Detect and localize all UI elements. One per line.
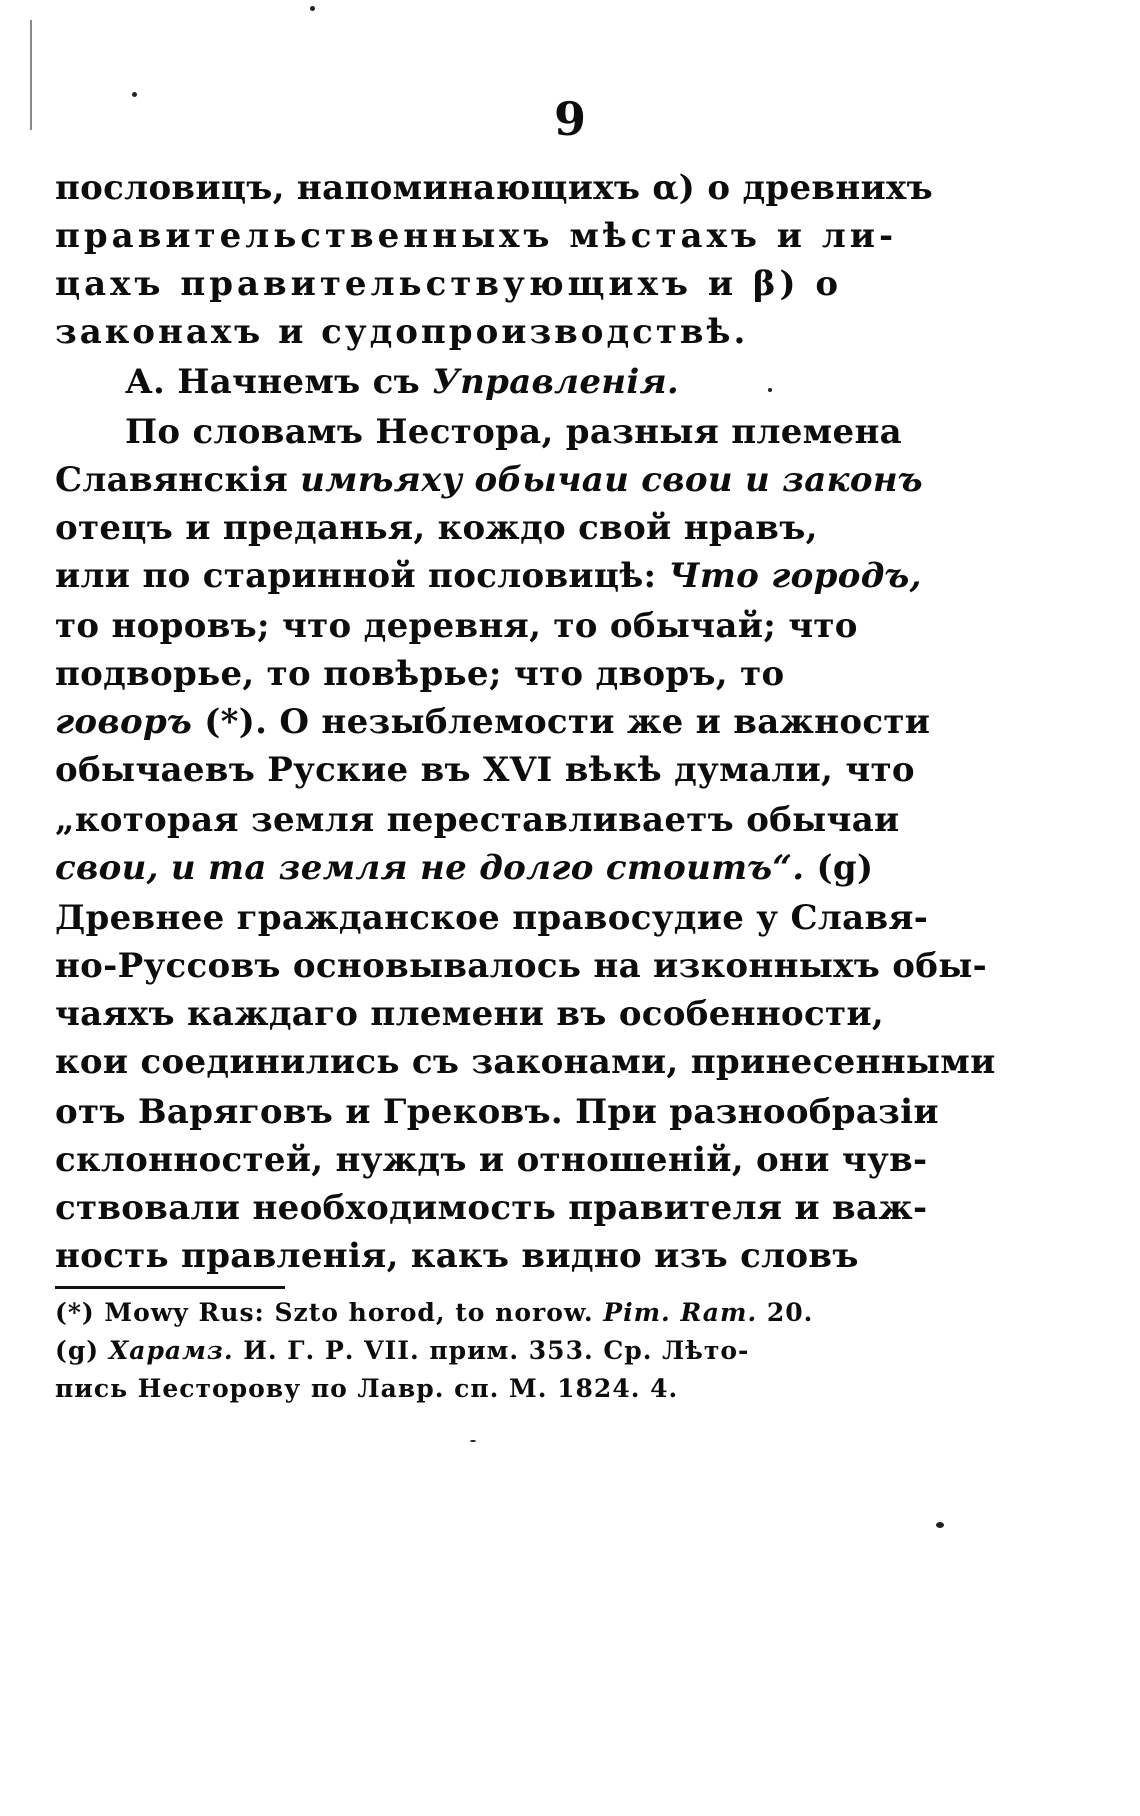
text-line-19: кои соединились съ законами, принесенными bbox=[55, 1042, 996, 1082]
footnote-g-text: И. Г. Р. VII. прим. 353. Ср. Лѣто- bbox=[233, 1336, 750, 1365]
text-line-15b: (g) bbox=[804, 848, 874, 888]
ink-speck bbox=[310, 6, 315, 11]
footnote-star-text: (*) Mowy Rus: Szto horod, to norow. bbox=[55, 1298, 604, 1327]
section-heading-label: А. Начнемъ съ bbox=[125, 362, 433, 402]
section-heading-title: Управленія. bbox=[432, 362, 680, 402]
text-line-17: но-Руссовъ основывалось на изконныхъ обы- bbox=[55, 946, 987, 986]
text-line-9 bbox=[55, 556, 922, 596]
ink-speck bbox=[132, 92, 137, 97]
text-line-15 bbox=[55, 848, 875, 888]
text-line-13: обычаевъ Руские въ XVI вѣкѣ думали, что bbox=[55, 750, 915, 790]
section-heading bbox=[125, 362, 945, 402]
footnote-star-page: 20. bbox=[757, 1298, 814, 1327]
text-line-6: По словамъ Нестора, разныя племена bbox=[125, 412, 902, 452]
text-line-16: Древнее гражданское правосудие у Славя- bbox=[55, 898, 929, 938]
text-line-9a: или по старинной пословицѣ: bbox=[55, 556, 669, 596]
text-line-12a: говоръ bbox=[55, 702, 193, 742]
text-line-22: ствовали необходимость правителя и важ- bbox=[55, 1188, 928, 1228]
text-line-7a: Славянскія bbox=[55, 460, 301, 500]
page-number: 9 bbox=[553, 92, 586, 146]
text-line-9b: Что городъ, bbox=[668, 556, 922, 596]
footnote-g-continued: пись Несторову по Лавр. сп. М. 1824. 4. bbox=[55, 1374, 679, 1403]
text-line-8: отецъ и преданья, кождо свой нравъ, bbox=[55, 508, 818, 548]
text-line-7 bbox=[55, 460, 923, 500]
text-line-12b: (*). О незыблемости же и важности bbox=[192, 702, 931, 742]
ink-speck bbox=[470, 1440, 476, 1442]
text-line-4: законахъ и судопроизводствѣ. bbox=[55, 312, 749, 352]
text-line-14: „которая земля переставливаетъ обычаи bbox=[55, 800, 900, 840]
footnote-g bbox=[55, 1336, 875, 1365]
ink-speck bbox=[936, 1522, 944, 1528]
footnote-star-source: Pim. Ram. bbox=[603, 1298, 758, 1327]
footnote-rule bbox=[55, 1286, 285, 1289]
text-line-21: склонностей, нуждъ и отношеній, они чув- bbox=[55, 1140, 928, 1180]
text-line-3: цахъ правительствующихъ и β) о bbox=[55, 264, 843, 304]
text-line-20: отъ Варяговъ и Грековъ. При разнообразіи bbox=[55, 1092, 939, 1132]
footnote-g-marker: (g) bbox=[55, 1336, 109, 1365]
text-line-12 bbox=[55, 702, 931, 742]
footnote-g-source: Харамз. bbox=[108, 1336, 234, 1365]
text-line-23: ность правленія, какъ видно изъ словъ bbox=[55, 1236, 859, 1276]
ink-speck bbox=[768, 388, 772, 392]
text-line-10: то норовъ; что деревня, то обычай; что bbox=[55, 606, 858, 646]
text-line-15a: свои, и та земля не долго стоитъ“. bbox=[55, 848, 805, 888]
text-line-2: правительственныхъ мѣстахъ и ли- bbox=[55, 216, 898, 256]
footnote-star bbox=[55, 1298, 875, 1327]
text-line-7b: имѣяху обычаи свои и законъ bbox=[300, 460, 923, 500]
text-line-18: чаяхъ каждаго племени въ особенности, bbox=[55, 994, 885, 1034]
text-line-11: подворье, то повѣрье; что дворъ, то bbox=[55, 654, 785, 694]
text-line-1: пословицъ, напоминающихъ α) о древнихъ bbox=[55, 168, 933, 208]
